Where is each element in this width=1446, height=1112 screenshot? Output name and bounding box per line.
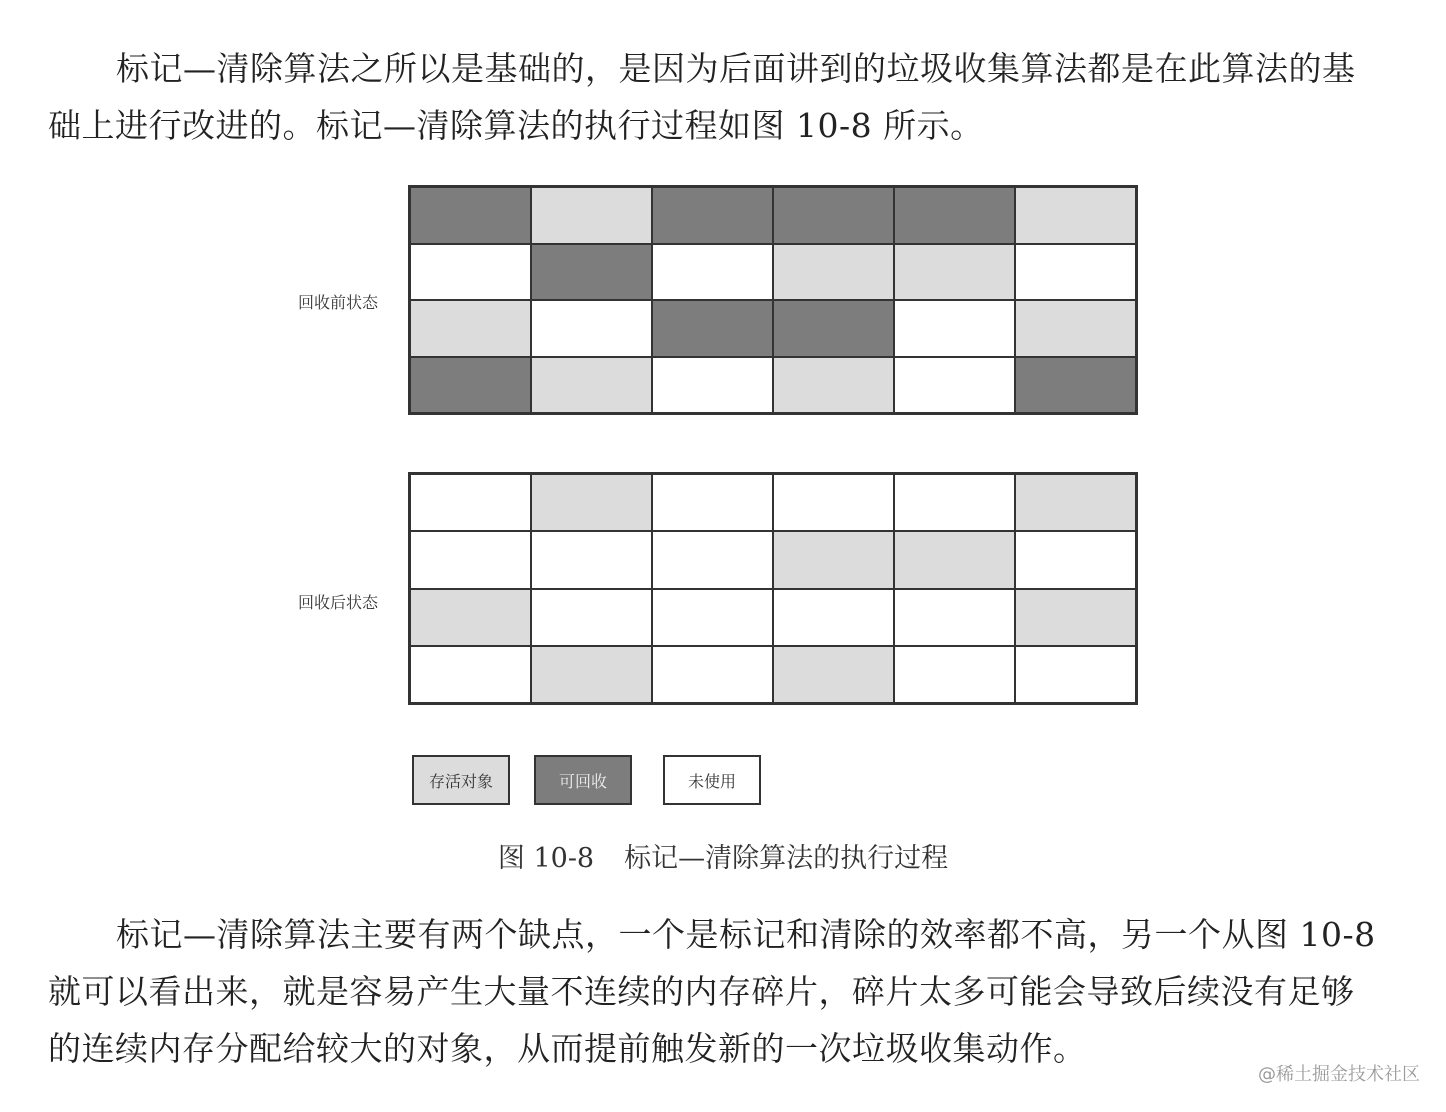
legend-reclaimable: 可回收: [534, 755, 632, 805]
memory-block-free: [1015, 646, 1136, 703]
memory-block-free: [1015, 244, 1136, 301]
memory-block-free: [410, 531, 531, 588]
before-state-label: 回收前状态: [298, 293, 379, 312]
memory-block-free: [652, 357, 773, 414]
memory-block-free: [531, 300, 652, 357]
memory-block-live: [410, 589, 531, 646]
drawbacks-paragraph: [48, 906, 1398, 1077]
memory-block-free: [894, 474, 1015, 531]
memory-block-garbage: [773, 300, 894, 357]
text-line: 的连续内存分配给较大的对象，从而提前触发新的一次垃圾收集动作。: [48, 1029, 1087, 1068]
text-line: 础上进行改进的。标记—清除算法的执行过程如图 10-8 所示。: [48, 106, 984, 145]
memory-block-live: [1015, 589, 1136, 646]
text-line: 就可以看出来，就是容易产生大量不连续的内存碎片，碎片太多可能会导致后续没有足够: [48, 972, 1355, 1011]
memory-block-live: [410, 300, 531, 357]
legend-live-objects: 存活对象: [412, 755, 510, 805]
memory-block-live: [1015, 187, 1136, 244]
memory-block-live: [531, 646, 652, 703]
memory-block-free: [410, 244, 531, 301]
memory-block-garbage: [1015, 357, 1136, 414]
after-state-label: 回收后状态: [298, 593, 379, 612]
after-collection-grid: [408, 472, 1138, 705]
memory-block-live: [531, 474, 652, 531]
legend-unused: 未使用: [663, 755, 761, 805]
memory-block-live: [773, 646, 894, 703]
memory-block-free: [894, 589, 1015, 646]
memory-block-live: [1015, 474, 1136, 531]
memory-block-free: [410, 646, 531, 703]
memory-block-free: [652, 589, 773, 646]
memory-block-free: [652, 646, 773, 703]
intro-paragraph: [48, 40, 1398, 154]
memory-block-free: [652, 244, 773, 301]
memory-block-live: [531, 357, 652, 414]
memory-block-free: [531, 589, 652, 646]
figure-number: 图 10-8: [497, 843, 595, 874]
memory-block-live: [894, 244, 1015, 301]
memory-block-free: [894, 646, 1015, 703]
memory-block-free: [410, 474, 531, 531]
memory-block-free: [773, 474, 894, 531]
before-collection-grid: [408, 185, 1138, 415]
memory-block-live: [894, 531, 1015, 588]
memory-block-live: [773, 357, 894, 414]
memory-block-garbage: [531, 244, 652, 301]
memory-block-free: [773, 589, 894, 646]
memory-block-free: [894, 357, 1015, 414]
figure-caption: [0, 836, 1446, 875]
memory-block-live: [1015, 300, 1136, 357]
watermark: @稀土掘金技术社区: [1258, 1064, 1420, 1085]
text-line: 标记—清除算法之所以是基础的，是因为后面讲到的垃圾收集算法都是在此算法的基: [116, 49, 1356, 88]
memory-block-free: [652, 531, 773, 588]
memory-block-garbage: [652, 300, 773, 357]
memory-block-live: [773, 244, 894, 301]
memory-block-live: [531, 187, 652, 244]
memory-block-garbage: [773, 187, 894, 244]
figure-title: 标记—清除算法的执行过程: [624, 843, 949, 874]
memory-block-garbage: [410, 187, 531, 244]
memory-block-live: [773, 531, 894, 588]
memory-block-free: [652, 474, 773, 531]
memory-block-garbage: [894, 187, 1015, 244]
memory-block-garbage: [410, 357, 531, 414]
memory-block-garbage: [652, 187, 773, 244]
memory-block-free: [894, 300, 1015, 357]
memory-block-free: [531, 531, 652, 588]
memory-block-free: [1015, 531, 1136, 588]
text-line: 标记—清除算法主要有两个缺点，一个是标记和清除的效率都不高，另一个从图 10-8: [116, 915, 1376, 954]
